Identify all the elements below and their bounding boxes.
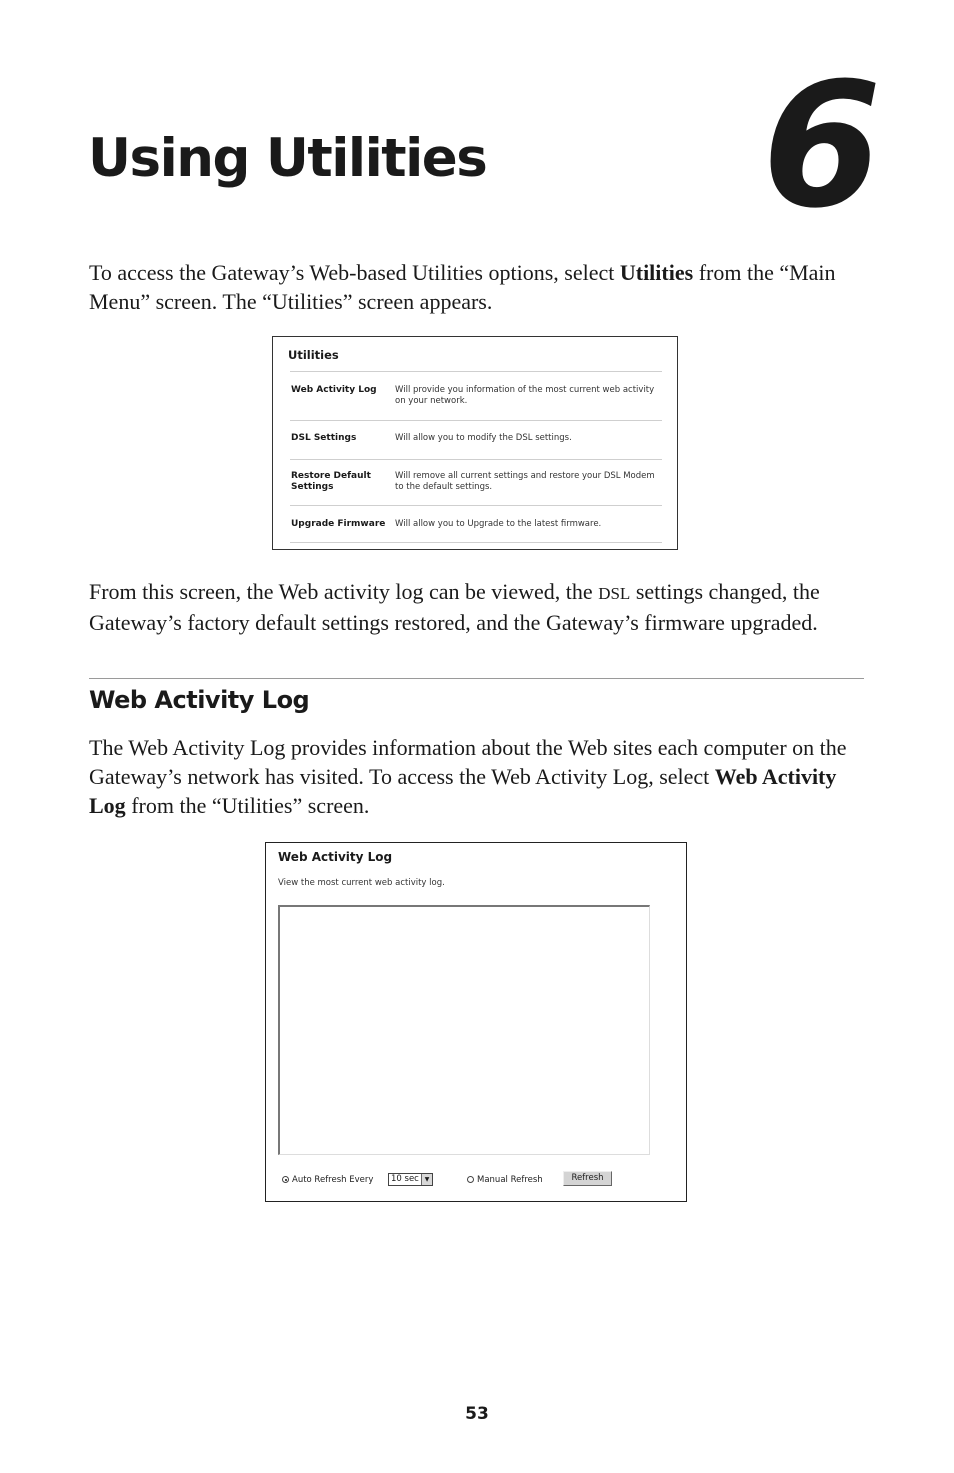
page-number: 53 bbox=[465, 1404, 489, 1424]
section-text-2: from the “Utilities” screen. bbox=[125, 793, 370, 818]
chevron-down-icon[interactable]: ▼ bbox=[421, 1174, 432, 1185]
refresh-interval-select[interactable] bbox=[388, 1173, 433, 1186]
utilities-item-description: Will provide you information of the most current web activity on your network. bbox=[395, 385, 655, 406]
intro-text-1: To access the Gateway’s Web-based Utilities options, select bbox=[89, 260, 620, 285]
utilities-item-label[interactable]: Restore Default Settings bbox=[291, 471, 371, 492]
intro-text-2: from the “Main Menu” screen. The “Utilities” screen appears. bbox=[89, 260, 836, 314]
section-bold-web-activity-log: Web Activity Log bbox=[89, 764, 837, 818]
summary-paragraph bbox=[89, 577, 869, 637]
section-heading: Web Activity Log bbox=[89, 686, 310, 714]
intro-bold-utilities: Utilities bbox=[619, 260, 694, 285]
utilities-screenshot bbox=[272, 336, 678, 550]
utilities-item-label[interactable]: Web Activity Log bbox=[291, 385, 377, 395]
utilities-item-label[interactable]: Upgrade Firmware bbox=[291, 519, 386, 529]
auto-refresh-radio[interactable] bbox=[282, 1176, 289, 1183]
utilities-divider bbox=[290, 459, 662, 460]
chapter-title: Using Utilities bbox=[88, 128, 487, 189]
utilities-divider bbox=[290, 542, 662, 543]
utilities-item-label[interactable]: DSL Settings bbox=[291, 433, 357, 443]
utilities-item-description: Will remove all current settings and restore your DSL Modem to the default settings. bbox=[395, 471, 655, 492]
utilities-divider bbox=[290, 420, 662, 421]
web-activity-log-textarea[interactable] bbox=[278, 905, 650, 1155]
web-activity-log-screenshot bbox=[265, 842, 687, 1202]
summary-small-caps: DSL bbox=[598, 584, 631, 603]
web-log-subtitle: View the most current web activity log. bbox=[278, 878, 445, 888]
chapter-number: 6 bbox=[762, 45, 876, 246]
utilities-item-description: Will allow you to modify the DSL settings. bbox=[395, 433, 572, 443]
manual-refresh-radio[interactable] bbox=[467, 1176, 474, 1183]
utilities-item-description: Will allow you to Upgrade to the latest firmware. bbox=[395, 519, 602, 529]
web-log-screen-title: Web Activity Log bbox=[278, 850, 393, 864]
summary-text-1: From this screen, the Web activity log can be viewed, the bbox=[89, 579, 599, 604]
utilities-divider bbox=[290, 505, 662, 506]
section-paragraph bbox=[89, 733, 849, 820]
refresh-interval-value: 10 sec bbox=[391, 1174, 419, 1184]
intro-paragraph bbox=[89, 258, 869, 316]
section-text-1: The Web Activity Log provides information about the Web sites each computer on the Gateway’s network has visited. To access the Web Activity Log, select bbox=[89, 735, 847, 789]
utilities-screen-title: Utilities bbox=[288, 348, 339, 362]
refresh-button[interactable]: Refresh bbox=[563, 1171, 612, 1186]
section-divider bbox=[89, 678, 864, 679]
auto-refresh-label: Auto Refresh Every bbox=[292, 1175, 374, 1185]
summary-text-2: settings changed, the Gateway’s factory default settings restored, and the Gateway’s firmware upgraded. bbox=[89, 579, 820, 635]
utilities-divider bbox=[290, 371, 662, 372]
manual-refresh-label: Manual Refresh bbox=[477, 1175, 543, 1185]
